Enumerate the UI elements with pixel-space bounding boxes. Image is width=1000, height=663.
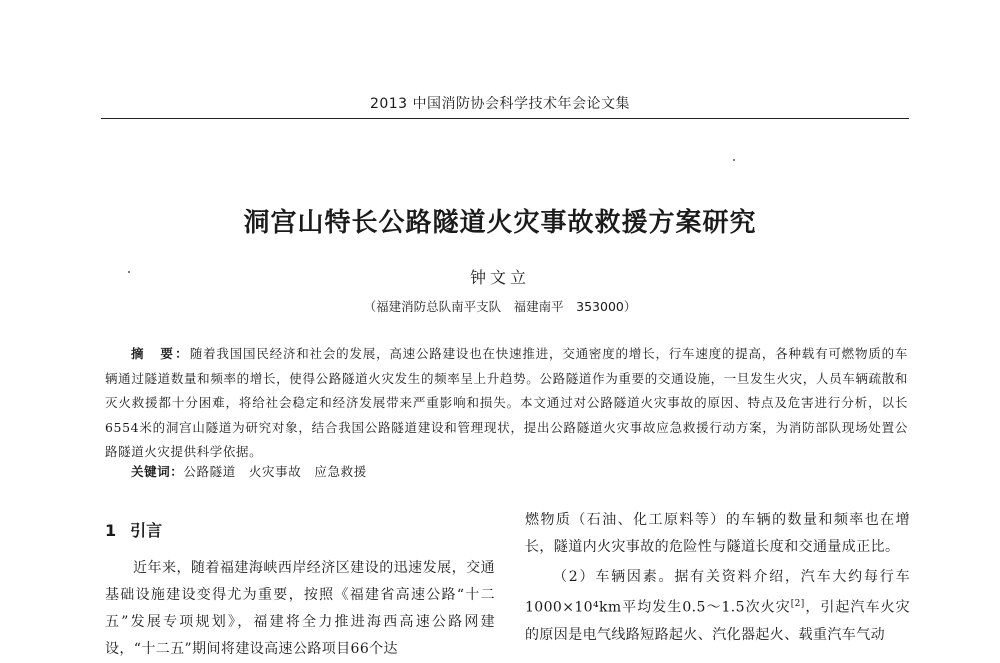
section-number: 1: [105, 521, 117, 540]
abstract-label: 摘 要：: [131, 346, 190, 361]
right-column: [525, 507, 910, 649]
abstract: [105, 342, 908, 465]
proceedings-header: 2013 中国消防协会科学技术年会论文集: [369, 96, 631, 112]
keywords-text: 公路隧道 火灾事故 应急救援: [183, 464, 367, 479]
right-paragraph-2: [525, 564, 910, 649]
keywords: [131, 462, 367, 480]
abstract-text: 随着我国国民经济和社会的发展，高速公路建设也在快速推进，交通密度的增长，行车速度的提高，各种载有可燃物质的车辆通过隧道数量和频率的增长，使得公路隧道火灾发生的频率呈上升趋势。公路隧道作为重要的交通设施，一旦发生火灾，人员车辆疏散和灭火救援都十分困难，将给社会稳定和经济发展带来严重影响和损失。本文通过对公路隧道火灾事故的原因、特点及危害进行分析，以长6554米的洞宫山隧道为研究对象，结合我国公路隧道建设和管理现状，提出公路隧道火灾事故应急救援行动方案，为消防部队现场处置公路隧道火灾提供科学依据。: [105, 346, 908, 459]
citation-ref: [2]: [790, 599, 805, 609]
right-paragraph-2-text: （2）车辆因素。据有关资料介绍，汽车大约每行车1000×10⁴km平均发生0.5～1.5次火灾: [525, 569, 910, 616]
section-heading: [105, 518, 495, 541]
keywords-label: 关键词：: [131, 464, 184, 479]
paper-title: 洞宫山特长公路隧道火灾事故救援方案研究: [243, 208, 757, 238]
author-affiliation: （福建消防总队南平支队 福建南平 353000）: [363, 299, 637, 314]
right-paragraph-2-cont: ，引起汽车火灾的原因是电气线路短路起火、汽化器起火、载重汽车气动: [525, 599, 910, 643]
author-name: 钟文立: [469, 268, 530, 287]
section-title: 引言: [130, 521, 163, 540]
intro-paragraph: 近年来，随着福建海峡西岸经济区建设的迅速发展，交通基础设施建设变得尤为重要，按照《福建省高速公路“十二五”发展专项规划》，福建将全力推进海西高速公路网建设，“十二五”期间将建设高速公路项目66个达: [105, 560, 495, 657]
scan-speck: [733, 159, 735, 161]
header-rule: [101, 118, 909, 119]
left-column: [105, 510, 495, 663]
right-paragraph-1: 燃物质（石油、化工原料等）的车辆的数量和频率也在增长，隧道内火灾事故的危险性与隧道长度和交通量成正比。: [525, 512, 910, 555]
